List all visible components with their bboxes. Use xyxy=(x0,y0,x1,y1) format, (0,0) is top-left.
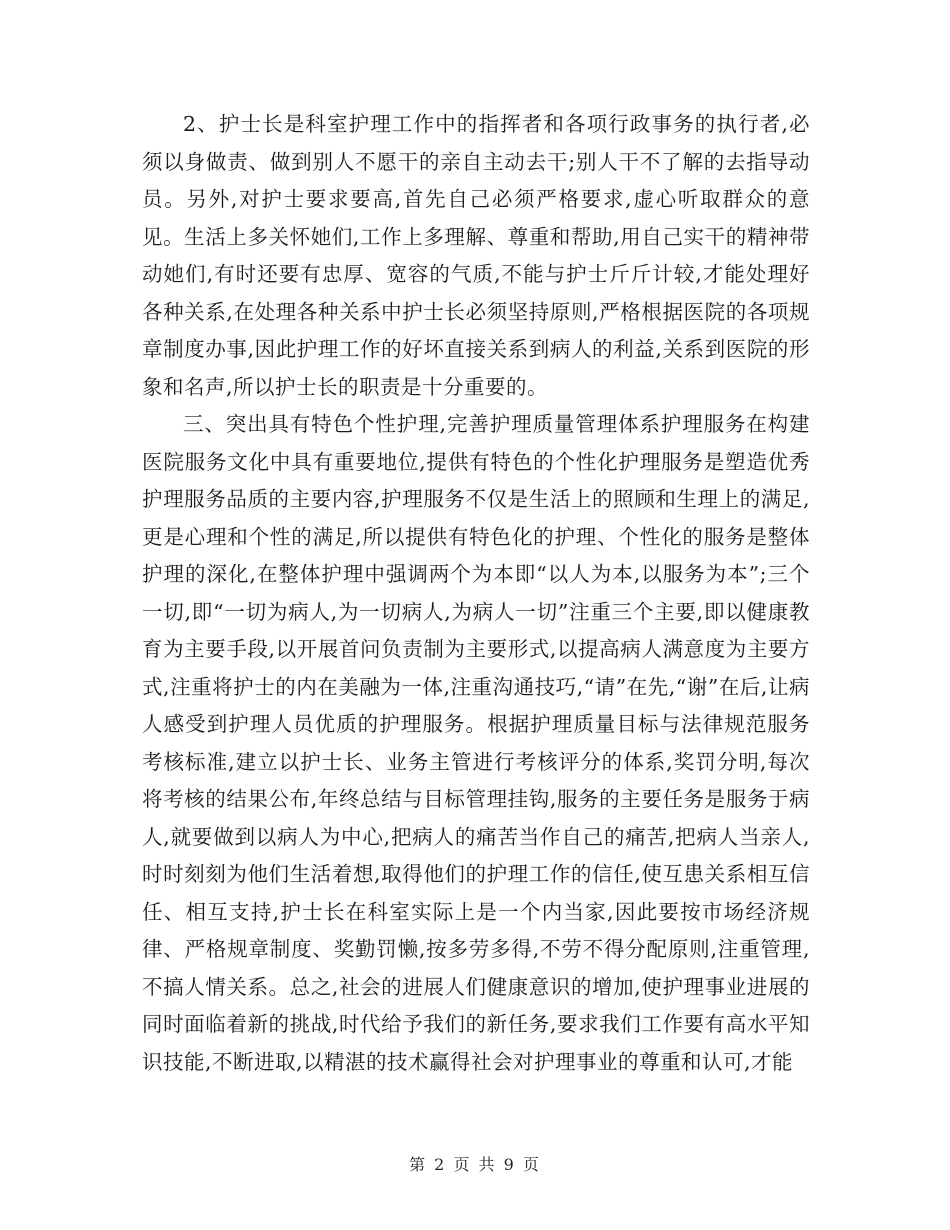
page-number-footer: 第 2 页 共 9 页 xyxy=(409,1155,541,1174)
document-body xyxy=(142,106,810,1081)
paragraph-head-nurse-duties: 2、护士长是科室护理工作中的指挥者和各项行政事务的执行者,必须以身做责、做到别人不愿干的亲自主动去干;别人干不了解的去指导动员。另外,对护士要求要高,首先自己必须严格要求,虚心听取群众的意见。生活上多关怀她们,工作上多理解、尊重和帮助,用自己实干的精神带动她们,有时还要有忠厚、宽容的气质,不能与护士斤斤计较,才能处理好各种关系,在处理各种关系中护士长必须坚持原则,严格根据医院的各项规章制度办事,因此护理工作的好坏直接关系到病人的利益,关系到医院的形象和名声,所以护士长的职责是十分重要的。 xyxy=(142,112,810,399)
paragraph-personalized-nursing: 三、突出具有特色个性护理,完善护理质量管理体系护理服务在构建医院服务文化中具有重要地位,提供有特色的个性化护理服务是塑造优秀护理服务品质的主要内容,护理服务不仅是生活上的照顾和生理上的满足,更是心理和个性的满足,所以提供有特色化的护理、个性化的服务是整体护理的深化,在整体护理中强调两个为本即“以人为本,以服务为本”;三个一切,即“一切为病人,为一切病人,为病人一切”注重三个主要,即以健康教育为主要手段,以开展首问负责制为主要形式,以提高病人满意度为主要方式,注重将护士的内在美融为一体,注重沟通技巧,“请”在先,“谢”在后,让病人感受到护理人员优质的护理服务。根据护理质量目标与法律规范服务考核标准,建立以护士长、业务主管进行考核评分的体系,奖罚分明,每次将考核的结果公布,年终总结与目标管理挂钩,服务的主要任务是服务于病人,就要做到以病人为中心,把病人的痛苦当作自己的痛苦,把病人当亲人,时时刻刻为他们生活着想,取得他们的护理工作的信任,使互患关系相互信任、相互支持,护士长在科室实际上是一个内当家,因此要按市场经济规律、严格规章制度、奖勤罚懒,按多劳多得,不劳不得分配原则,注重管理,不搞人情关系。总之,社会的进展人们健康意识的增加,使护理事业进展的同时面临着新的挑战,时代给予我们的新任务,要求我们工作要有高水平知识技能,不断进取,以精湛的技术赢得社会对护理事业的尊重和认可,才能 xyxy=(142,412,810,1074)
